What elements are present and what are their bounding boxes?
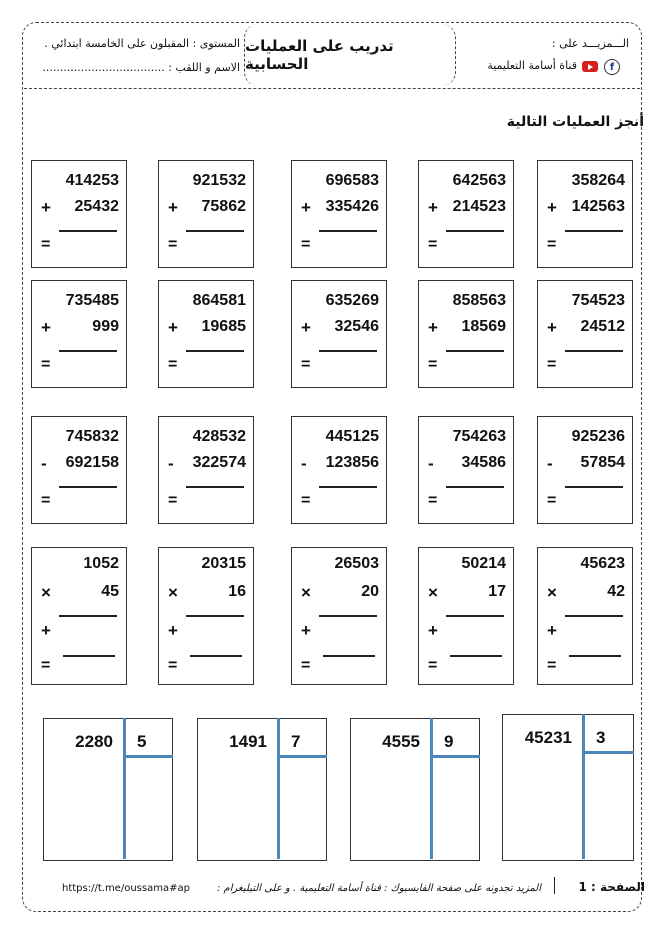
subtraction-operator: - [428, 454, 434, 473]
addition-result-line [565, 230, 623, 232]
division-dividend: 1491 [229, 732, 267, 751]
addition-equals-sign: = [547, 356, 557, 373]
division-dividend: 45231 [524, 728, 572, 747]
subtraction-equals-sign: = [547, 492, 557, 509]
division-dividend: 2280 [75, 732, 113, 751]
division-vertical-bar [430, 718, 433, 859]
addition-operator: + [168, 318, 178, 337]
addition-second-number: 214523 [452, 198, 506, 215]
division-horizontal-bar [430, 755, 480, 758]
addition-first-number: 754523 [571, 292, 625, 309]
multiplication-result-line [63, 655, 115, 657]
multiplication-result-line [569, 655, 621, 657]
subtraction-result-line [59, 486, 117, 488]
multiplication-first-number: 26503 [334, 555, 379, 572]
multiplication-equals-sign: = [547, 657, 557, 674]
multiplication-equals-sign: = [168, 657, 178, 674]
multiplication-result-line [190, 655, 242, 657]
addition-operator: + [168, 198, 178, 217]
addition-second-number: 24512 [580, 318, 625, 335]
addition-equals-sign: = [168, 356, 178, 373]
multiplication-equals-sign: = [41, 657, 51, 674]
instruction: أنجز العمليات التالية [506, 114, 644, 130]
multiplication-plus-sign: + [428, 621, 438, 640]
multiplication-partial-line [186, 615, 244, 617]
addition-result-line [446, 230, 504, 232]
addition-first-number: 921532 [192, 172, 246, 189]
multiplication-partial-line [319, 615, 377, 617]
addition-second-number: 75862 [201, 198, 246, 215]
multiplication-partial-line [446, 615, 504, 617]
addition-equals-sign: = [168, 236, 178, 253]
addition-first-number: 414253 [65, 172, 119, 189]
multiplication-operator: × [41, 583, 51, 602]
addition-result-line [319, 350, 377, 352]
addition-equals-sign: = [547, 236, 557, 253]
addition-second-number: 18569 [461, 318, 506, 335]
subtraction-first-number: 428532 [192, 428, 246, 445]
worksheet-title: تدريب على العمليات الحسابية [244, 24, 456, 86]
telegram-link[interactable]: https://t.me/oussama#ap [62, 883, 190, 894]
multiplication-equals-sign: = [428, 657, 438, 674]
addition-equals-sign: = [41, 356, 51, 373]
footer-divider [554, 877, 555, 894]
multiplication-second-number: 17 [488, 583, 506, 600]
subtraction-second-number: 57854 [580, 454, 625, 471]
subtraction-first-number: 925236 [571, 428, 625, 445]
addition-operator: + [428, 198, 438, 217]
subtraction-second-number: 34586 [461, 454, 506, 471]
addition-first-number: 358264 [571, 172, 625, 189]
multiplication-operator: × [547, 583, 557, 602]
addition-first-number: 635269 [325, 292, 379, 309]
multiplication-plus-sign: + [547, 621, 557, 640]
subtraction-second-number: 692158 [65, 454, 119, 471]
multiplication-first-number: 20315 [201, 555, 246, 572]
subtraction-equals-sign: = [428, 492, 438, 509]
multiplication-result-line [450, 655, 502, 657]
addition-first-number: 642563 [452, 172, 506, 189]
addition-operator: + [547, 198, 557, 217]
addition-operator: + [301, 318, 311, 337]
multiplication-plus-sign: + [41, 621, 51, 640]
subtraction-result-line [565, 486, 623, 488]
subtraction-operator: - [301, 454, 307, 473]
addition-first-number: 696583 [325, 172, 379, 189]
addition-result-line [186, 350, 244, 352]
addition-second-number: 25432 [74, 198, 119, 215]
name-field[interactable]: الاسم و اللقب : ................................... [42, 61, 240, 74]
division-vertical-bar [123, 718, 126, 859]
multiplication-second-number: 16 [228, 583, 246, 600]
multiplication-first-number: 1052 [83, 555, 119, 572]
addition-operator: + [428, 318, 438, 337]
division-divisor: 9 [444, 732, 454, 751]
multiplication-second-number: 45 [101, 583, 119, 600]
page-number: الصفحة : 1 [578, 880, 645, 894]
subtraction-operator: - [41, 454, 47, 473]
division-horizontal-bar [582, 751, 634, 754]
division-dividend: 4555 [382, 732, 420, 751]
multiplication-partial-line [59, 615, 117, 617]
addition-first-number: 858563 [452, 292, 506, 309]
division-horizontal-bar [277, 755, 327, 758]
addition-result-line [59, 350, 117, 352]
addition-operator: + [301, 198, 311, 217]
multiplication-plus-sign: + [301, 621, 311, 640]
addition-first-number: 735485 [65, 292, 119, 309]
division-divisor: 5 [137, 732, 147, 751]
subtraction-result-line [446, 486, 504, 488]
level-text: المستوى : المقبلون على الخامسة ابتدائي . [44, 37, 240, 50]
multiplication-second-number: 42 [607, 583, 625, 600]
addition-second-number: 142563 [571, 198, 625, 215]
multiplication-equals-sign: = [301, 657, 311, 674]
addition-second-number: 999 [92, 318, 119, 335]
subtraction-equals-sign: = [41, 492, 51, 509]
addition-equals-sign: = [301, 236, 311, 253]
channel-name: قناة أسامة التعليمية [487, 59, 577, 72]
division-vertical-bar [277, 718, 280, 859]
addition-equals-sign: = [41, 236, 51, 253]
addition-equals-sign: = [301, 356, 311, 373]
multiplication-partial-line [565, 615, 623, 617]
addition-operator: + [41, 198, 51, 217]
division-divisor: 7 [291, 732, 301, 751]
addition-second-number: 32546 [334, 318, 379, 335]
footer-note: المزيد تجدونه على صفحة الفايسبوك : قناة أسامة التعليمية . و على التيليغرام : [217, 883, 541, 894]
addition-second-number: 19685 [201, 318, 246, 335]
multiplication-operator: × [168, 583, 178, 602]
multiplication-result-line [323, 655, 375, 657]
subtraction-second-number: 322574 [192, 454, 246, 471]
addition-first-number: 864581 [192, 292, 246, 309]
addition-equals-sign: = [428, 356, 438, 373]
multiplication-first-number: 45623 [580, 555, 625, 572]
division-divisor: 3 [596, 728, 606, 747]
more-on-label: الـــمزيـــد على : [551, 37, 629, 50]
subtraction-first-number: 754263 [452, 428, 506, 445]
youtube-icon [582, 61, 598, 72]
addition-result-line [186, 230, 244, 232]
multiplication-operator: × [428, 583, 438, 602]
multiplication-second-number: 20 [361, 583, 379, 600]
subtraction-equals-sign: = [301, 492, 311, 509]
addition-result-line [446, 350, 504, 352]
subtraction-equals-sign: = [168, 492, 178, 509]
addition-result-line [319, 230, 377, 232]
subtraction-result-line [186, 486, 244, 488]
addition-result-line [565, 350, 623, 352]
addition-result-line [59, 230, 117, 232]
subtraction-first-number: 445125 [325, 428, 379, 445]
subtraction-result-line [319, 486, 377, 488]
subtraction-second-number: 123856 [325, 454, 379, 471]
addition-operator: + [547, 318, 557, 337]
division-vertical-bar [582, 714, 585, 859]
addition-operator: + [41, 318, 51, 337]
subtraction-first-number: 745832 [65, 428, 119, 445]
multiplication-first-number: 50214 [461, 555, 506, 572]
division-horizontal-bar [123, 755, 173, 758]
addition-second-number: 335426 [325, 198, 379, 215]
facebook-icon: f [604, 59, 620, 75]
multiplication-operator: × [301, 583, 311, 602]
addition-equals-sign: = [428, 236, 438, 253]
subtraction-operator: - [168, 454, 174, 473]
subtraction-operator: - [547, 454, 553, 473]
multiplication-plus-sign: + [168, 621, 178, 640]
